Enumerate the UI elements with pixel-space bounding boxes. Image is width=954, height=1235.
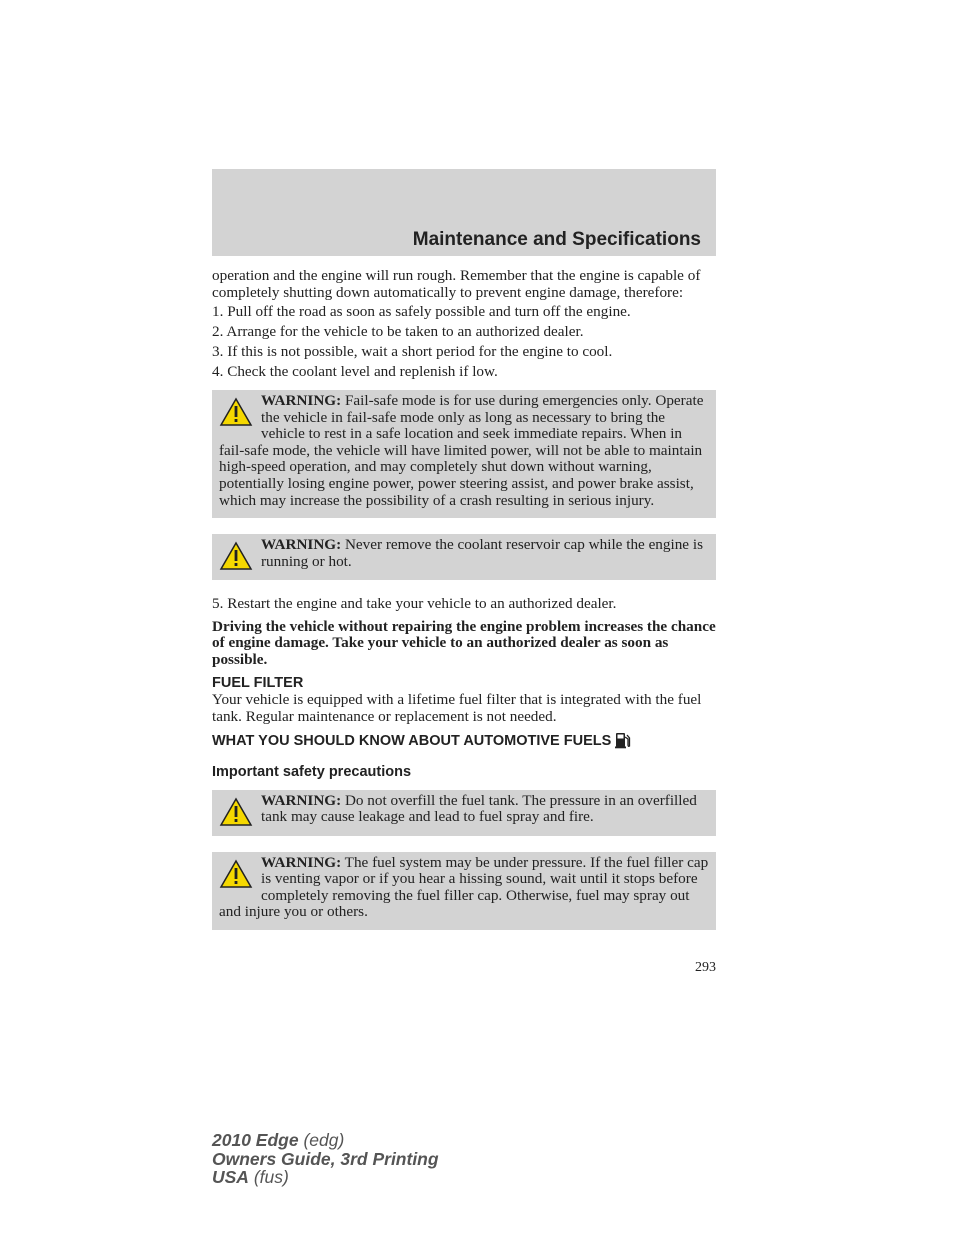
footer-model: 2010 Edge — [212, 1130, 299, 1150]
warning-box-pressure — [212, 852, 716, 930]
safety-precautions-heading: Important safety precautions — [212, 763, 412, 780]
page-content — [212, 268, 716, 946]
warning-triangle-icon — [219, 541, 253, 571]
warning-label: WARNING: — [261, 536, 342, 554]
fuel-filter-heading: FUEL FILTER — [212, 674, 304, 691]
automotive-fuels-heading — [212, 731, 716, 750]
section-title: Maintenance and Specifications — [412, 229, 701, 250]
warning-text: Never remove the coolant reservoir cap while the engine is running or hot. — [261, 536, 703, 570]
warning-triangle-icon — [219, 397, 253, 427]
step-3: 3. If this is not possible, wait a short period for the engine to cool. — [212, 343, 613, 361]
page-number: 293 — [695, 960, 716, 975]
warning-box-coolant — [212, 534, 716, 580]
warning-label: WARNING: — [261, 853, 342, 871]
step-5: 5. Restart the engine and take your vehicle to an authorized dealer. — [212, 595, 617, 613]
warning-label: WARNING: — [261, 392, 342, 410]
footer-guide: Owners Guide, 3rd Printing — [212, 1148, 439, 1169]
bold-note: Driving the vehicle without repairing the engine problem increases the chance of engine damage. Take your vehicle to an authorized dealer as soon as possible. — [212, 617, 716, 668]
warning-triangle-icon — [219, 859, 253, 889]
warning-text: Do not overfill the fuel tank. The pressure in an overfilled tank may cause leakage and lead to fuel spray and fire. — [261, 791, 697, 826]
footer-market-code: (fus) — [253, 1167, 289, 1187]
warning-text: The fuel system may be under pressure. If the fuel filler cap is venting vapor or if you hear a hissing sound, wait until it stops before completely removing the fuel filler cap. Otherwise, fuel may spray out and injure you or others. — [219, 853, 709, 921]
footer-market: USA — [212, 1167, 249, 1187]
warning-text: Fail-safe mode is for use during emergencies only. Operate the vehicle in fail-safe mode only as long as necessary to bring the vehicle to rest in a safe location and seek immediate repairs. When in fail-safe mode, the vehicle will have limited power, will not be able to maintain high-speed operation, and may completely shut down without warning, potentially losing engine power, power steering assist, and power brake assist, which may increase the possibility of a crash resulting in serious injury. — [219, 392, 704, 509]
warning-label: WARNING: — [261, 791, 342, 809]
footer-line-market — [212, 1168, 439, 1187]
warning-box-overfill — [212, 790, 716, 836]
footer — [212, 1131, 439, 1187]
step-1: 1. Pull off the road as soon as safely possible and turn off the engine. — [212, 303, 631, 321]
section-header — [212, 169, 716, 256]
footer-line-model — [212, 1131, 439, 1150]
fuel-pump-icon — [614, 731, 632, 749]
footer-model-code: (edg) — [303, 1130, 345, 1150]
step-2: 2. Arrange for the vehicle to be taken to an authorized dealer. — [212, 323, 584, 341]
intro-paragraph: operation and the engine will run rough. Remember that the engine is capable of completely shutting down automatically to prevent engine damage, therefore: — [212, 267, 701, 301]
warning-triangle-icon — [219, 797, 253, 827]
step-4: 4. Check the coolant level and replenish if low. — [212, 363, 498, 381]
fuel-filter-text: Your vehicle is equipped with a lifetime fuel filter that is integrated with the fuel tank. Regular maintenance or replacement is not needed. — [212, 691, 702, 725]
automotive-fuels-heading-text: WHAT YOU SHOULD KNOW ABOUT AUTOMOTIVE FUELS — [212, 733, 612, 750]
warning-box-failsafe — [212, 390, 716, 518]
